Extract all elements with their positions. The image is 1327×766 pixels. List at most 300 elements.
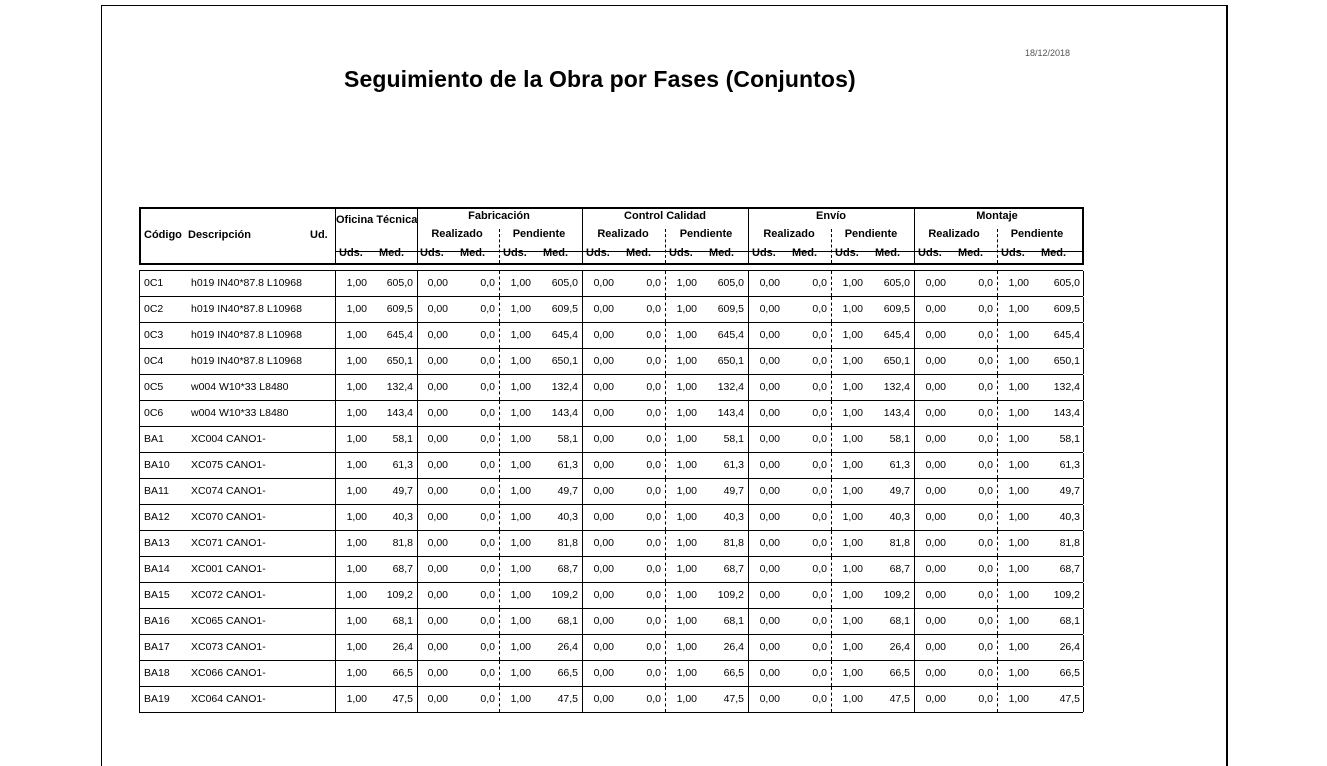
row-med: 650,1 [386, 355, 413, 367]
row-description: XC066 CANO1- [191, 667, 266, 679]
row-med: 645,4 [386, 329, 413, 341]
table-row [139, 348, 1083, 374]
row-realizado-med: 0,0 [978, 459, 993, 471]
row-med: 66,5 [723, 667, 744, 679]
table-row [139, 270, 1083, 296]
header-med: Med. [626, 247, 652, 259]
row-realizado-med: 0,0 [978, 667, 993, 679]
row-realizado-med: 0,0 [480, 589, 495, 601]
row-realizado-uds: 0,00 [427, 433, 448, 445]
row-description: h019 IN40*87.8 L10968 [191, 303, 302, 315]
row-realizado-med: 0,0 [812, 563, 827, 575]
table-row [139, 530, 1083, 556]
row-realizado-med: 0,0 [480, 381, 495, 393]
row-med: 81,8 [723, 537, 744, 549]
row-med: 650,1 [1053, 355, 1080, 367]
row-med: 47,5 [1059, 693, 1080, 705]
row-med: 609,5 [386, 303, 413, 315]
row-realizado-uds: 0,00 [925, 667, 946, 679]
row-realizado-med: 0,0 [646, 407, 661, 419]
row-med: 605,0 [1053, 277, 1080, 289]
row-realizado-med: 0,0 [646, 641, 661, 653]
row-realizado-uds: 0,00 [925, 459, 946, 471]
row-uds: 1,00 [346, 381, 367, 393]
row-med: 109,2 [1053, 589, 1080, 601]
row-realizado-med: 0,0 [480, 329, 495, 341]
row-uds: 1,00 [1008, 355, 1029, 367]
row-realizado-uds: 0,00 [593, 511, 614, 523]
row-uds: 1,00 [510, 511, 531, 523]
header-realizado: Realizado [431, 228, 483, 240]
row-med: 143,4 [883, 407, 910, 419]
row-uds: 1,00 [510, 459, 531, 471]
row-realizado-uds: 0,00 [925, 537, 946, 549]
row-realizado-uds: 0,00 [925, 563, 946, 575]
row-code: BA11 [144, 485, 169, 497]
row-code: BA10 [144, 459, 170, 471]
row-uds: 1,00 [676, 667, 697, 679]
row-uds: 1,00 [842, 563, 863, 575]
row-realizado-med: 0,0 [480, 563, 495, 575]
row-med: 58,1 [1059, 433, 1080, 445]
row-med: 609,5 [551, 303, 578, 315]
header-uds: Uds. [835, 247, 859, 259]
row-realizado-med: 0,0 [812, 511, 827, 523]
table-row [139, 634, 1083, 660]
row-med: 81,8 [557, 537, 578, 549]
row-uds: 1,00 [346, 511, 367, 523]
row-uds: 1,00 [510, 693, 531, 705]
header-pendiente: Pendiente [1010, 228, 1064, 240]
row-realizado-med: 0,0 [812, 381, 827, 393]
row-realizado-uds: 0,00 [759, 563, 780, 575]
row-med: 58,1 [392, 433, 413, 445]
row-realizado-med: 0,0 [812, 277, 827, 289]
row-realizado-med: 0,0 [978, 303, 993, 315]
header-uds: Uds. [752, 247, 776, 259]
row-description: XC004 CANO1- [191, 433, 266, 445]
row-med: 609,5 [1053, 303, 1080, 315]
row-realizado-uds: 0,00 [925, 693, 946, 705]
row-code: 0C4 [144, 355, 164, 367]
row-uds: 1,00 [510, 641, 531, 653]
row-realizado-uds: 0,00 [427, 485, 448, 497]
row-realizado-uds: 0,00 [593, 459, 614, 471]
table-row [139, 400, 1083, 426]
row-uds: 1,00 [510, 537, 531, 549]
row-realizado-uds: 0,00 [427, 563, 448, 575]
row-med: 109,2 [551, 589, 578, 601]
row-uds: 1,00 [346, 641, 367, 653]
row-description: XC073 CANO1- [191, 641, 266, 653]
row-uds: 1,00 [842, 511, 863, 523]
row-realizado-med: 0,0 [812, 459, 827, 471]
row-realizado-med: 0,0 [646, 381, 661, 393]
row-realizado-uds: 0,00 [925, 407, 946, 419]
row-uds: 1,00 [510, 355, 531, 367]
row-realizado-med: 0,0 [812, 407, 827, 419]
row-realizado-med: 0,0 [480, 303, 495, 315]
row-realizado-med: 0,0 [646, 511, 661, 523]
row-realizado-med: 0,0 [812, 355, 827, 367]
row-realizado-med: 0,0 [646, 329, 661, 341]
row-med: 49,7 [392, 485, 413, 497]
row-realizado-uds: 0,00 [759, 485, 780, 497]
row-med: 58,1 [723, 433, 744, 445]
row-med: 40,3 [889, 511, 910, 523]
row-med: 66,5 [1059, 667, 1080, 679]
row-uds: 1,00 [842, 277, 863, 289]
row-uds: 1,00 [510, 381, 531, 393]
row-description: XC072 CANO1- [191, 589, 266, 601]
row-med: 68,1 [392, 615, 413, 627]
header-pendiente: Pendiente [679, 228, 733, 240]
row-realizado-uds: 0,00 [759, 303, 780, 315]
header-descripcion: Descripción [188, 229, 251, 241]
row-realizado-med: 0,0 [812, 485, 827, 497]
row-med: 68,7 [889, 563, 910, 575]
header-med: Med. [543, 247, 569, 259]
row-realizado-uds: 0,00 [427, 381, 448, 393]
row-med: 26,4 [723, 641, 744, 653]
row-med: 605,0 [386, 277, 413, 289]
row-description: h019 IN40*87.8 L10968 [191, 355, 302, 367]
row-med: 47,5 [889, 693, 910, 705]
row-code: BA12 [144, 511, 170, 523]
row-uds: 1,00 [842, 303, 863, 315]
row-med: 81,8 [1059, 537, 1080, 549]
row-realizado-med: 0,0 [480, 407, 495, 419]
row-med: 61,3 [557, 459, 578, 471]
row-realizado-med: 0,0 [812, 641, 827, 653]
row-uds: 1,00 [1008, 381, 1029, 393]
row-uds: 1,00 [1008, 511, 1029, 523]
row-uds: 1,00 [346, 667, 367, 679]
row-realizado-uds: 0,00 [925, 641, 946, 653]
row-realizado-uds: 0,00 [427, 537, 448, 549]
row-uds: 1,00 [676, 615, 697, 627]
row-realizado-med: 0,0 [978, 693, 993, 705]
row-realizado-uds: 0,00 [925, 381, 946, 393]
row-code: 0C6 [144, 407, 164, 419]
row-realizado-med: 0,0 [646, 563, 661, 575]
row-code: 0C2 [144, 303, 164, 315]
row-uds: 1,00 [1008, 433, 1029, 445]
header-med: Med. [958, 247, 984, 259]
row-uds: 1,00 [510, 485, 531, 497]
row-code: 0C3 [144, 329, 164, 341]
header-uds: Uds. [918, 247, 942, 259]
table-row [139, 582, 1083, 608]
row-realizado-uds: 0,00 [427, 277, 448, 289]
header-fabricacion: Fabricación [468, 210, 530, 222]
row-realizado-med: 0,0 [978, 615, 993, 627]
row-med: 49,7 [723, 485, 744, 497]
row-realizado-med: 0,0 [480, 641, 495, 653]
row-code: BA1 [144, 433, 164, 445]
table-row [139, 478, 1083, 504]
row-uds: 1,00 [842, 615, 863, 627]
row-realizado-uds: 0,00 [759, 329, 780, 341]
table-row [139, 686, 1083, 713]
row-description: XC074 CANO1- [191, 485, 266, 497]
row-uds: 1,00 [676, 511, 697, 523]
header-control: Control Calidad [624, 210, 706, 222]
row-realizado-med: 0,0 [978, 563, 993, 575]
row-realizado-med: 0,0 [646, 303, 661, 315]
row-uds: 1,00 [1008, 303, 1029, 315]
row-uds: 1,00 [510, 589, 531, 601]
row-realizado-uds: 0,00 [593, 615, 614, 627]
row-code: BA16 [144, 615, 170, 627]
row-uds: 1,00 [842, 381, 863, 393]
row-realizado-uds: 0,00 [759, 355, 780, 367]
row-med: 26,4 [392, 641, 413, 653]
row-realizado-med: 0,0 [646, 615, 661, 627]
table-row [139, 556, 1083, 582]
row-uds: 1,00 [346, 537, 367, 549]
row-uds: 1,00 [1008, 407, 1029, 419]
row-realizado-uds: 0,00 [925, 511, 946, 523]
row-uds: 1,00 [676, 329, 697, 341]
row-med: 650,1 [717, 355, 744, 367]
table-row [139, 608, 1083, 634]
row-med: 40,3 [392, 511, 413, 523]
row-med: 645,4 [1053, 329, 1080, 341]
row-realizado-med: 0,0 [978, 329, 993, 341]
row-realizado-uds: 0,00 [427, 589, 448, 601]
row-uds: 1,00 [676, 459, 697, 471]
row-med: 66,5 [889, 667, 910, 679]
row-uds: 1,00 [1008, 485, 1029, 497]
row-uds: 1,00 [1008, 537, 1029, 549]
row-realizado-uds: 0,00 [925, 615, 946, 627]
row-med: 132,4 [883, 381, 910, 393]
row-uds: 1,00 [676, 485, 697, 497]
row-realizado-med: 0,0 [646, 459, 661, 471]
row-uds: 1,00 [1008, 329, 1029, 341]
row-realizado-uds: 0,00 [759, 511, 780, 523]
row-med: 143,4 [551, 407, 578, 419]
row-uds: 1,00 [842, 329, 863, 341]
table-row [139, 426, 1083, 452]
row-realizado-med: 0,0 [978, 589, 993, 601]
row-realizado-uds: 0,00 [925, 329, 946, 341]
row-description: XC065 CANO1- [191, 615, 266, 627]
row-realizado-uds: 0,00 [925, 303, 946, 315]
row-realizado-uds: 0,00 [593, 589, 614, 601]
row-realizado-uds: 0,00 [593, 485, 614, 497]
row-med: 68,1 [1059, 615, 1080, 627]
row-uds: 1,00 [676, 641, 697, 653]
row-realizado-uds: 0,00 [925, 485, 946, 497]
row-uds: 1,00 [1008, 667, 1029, 679]
row-realizado-uds: 0,00 [593, 303, 614, 315]
row-uds: 1,00 [1008, 277, 1029, 289]
row-uds: 1,00 [346, 277, 367, 289]
row-med: 40,3 [1059, 511, 1080, 523]
row-uds: 1,00 [346, 433, 367, 445]
header-montaje: Montaje [976, 210, 1018, 222]
row-med: 49,7 [1059, 485, 1080, 497]
row-uds: 1,00 [842, 641, 863, 653]
row-code: BA13 [144, 537, 170, 549]
row-realizado-med: 0,0 [978, 407, 993, 419]
row-med: 609,5 [883, 303, 910, 315]
row-code: BA15 [144, 589, 170, 601]
table-row [139, 660, 1083, 686]
row-realizado-med: 0,0 [978, 511, 993, 523]
row-uds: 1,00 [842, 407, 863, 419]
row-med: 109,2 [386, 589, 413, 601]
row-realizado-med: 0,0 [646, 693, 661, 705]
header-med: Med. [875, 247, 901, 259]
row-uds: 1,00 [1008, 589, 1029, 601]
row-realizado-med: 0,0 [978, 485, 993, 497]
row-description: XC071 CANO1- [191, 537, 266, 549]
row-uds: 1,00 [1008, 641, 1029, 653]
row-uds: 1,00 [510, 303, 531, 315]
row-med: 61,3 [889, 459, 910, 471]
row-realizado-uds: 0,00 [925, 589, 946, 601]
row-uds: 1,00 [346, 355, 367, 367]
row-uds: 1,00 [346, 589, 367, 601]
row-uds: 1,00 [676, 303, 697, 315]
row-uds: 1,00 [346, 459, 367, 471]
row-realizado-med: 0,0 [978, 433, 993, 445]
row-realizado-uds: 0,00 [593, 563, 614, 575]
row-uds: 1,00 [676, 563, 697, 575]
row-uds: 1,00 [676, 381, 697, 393]
row-med: 143,4 [1053, 407, 1080, 419]
row-med: 68,1 [723, 615, 744, 627]
row-med: 61,3 [1059, 459, 1080, 471]
row-med: 132,4 [386, 381, 413, 393]
row-uds: 1,00 [842, 667, 863, 679]
row-realizado-uds: 0,00 [925, 433, 946, 445]
row-realizado-med: 0,0 [812, 615, 827, 627]
row-realizado-uds: 0,00 [427, 641, 448, 653]
header-med: Med. [792, 247, 818, 259]
row-uds: 1,00 [1008, 693, 1029, 705]
row-med: 68,7 [1059, 563, 1080, 575]
row-med: 26,4 [557, 641, 578, 653]
row-realizado-med: 0,0 [646, 667, 661, 679]
row-uds: 1,00 [346, 615, 367, 627]
row-uds: 1,00 [1008, 615, 1029, 627]
table-body [139, 270, 1083, 713]
row-uds: 1,00 [346, 693, 367, 705]
row-realizado-uds: 0,00 [427, 693, 448, 705]
row-med: 645,4 [551, 329, 578, 341]
row-realizado-med: 0,0 [646, 277, 661, 289]
row-realizado-med: 0,0 [812, 433, 827, 445]
header-ud: Ud. [310, 229, 328, 241]
row-realizado-med: 0,0 [480, 511, 495, 523]
row-uds: 1,00 [510, 329, 531, 341]
row-med: 109,2 [883, 589, 910, 601]
header-realizado: Realizado [597, 228, 649, 240]
row-med: 47,5 [723, 693, 744, 705]
row-med: 66,5 [557, 667, 578, 679]
row-realizado-med: 0,0 [812, 537, 827, 549]
row-med: 132,4 [717, 381, 744, 393]
row-uds: 1,00 [842, 537, 863, 549]
row-realizado-med: 0,0 [480, 537, 495, 549]
row-uds: 1,00 [676, 407, 697, 419]
row-code: 0C5 [144, 381, 164, 393]
header-pendiente: Pendiente [844, 228, 898, 240]
header-pendiente: Pendiente [512, 228, 566, 240]
row-med: 68,7 [392, 563, 413, 575]
row-realizado-uds: 0,00 [759, 407, 780, 419]
table-row [139, 452, 1083, 478]
row-med: 143,4 [717, 407, 744, 419]
row-code: BA17 [144, 641, 170, 653]
row-realizado-med: 0,0 [978, 381, 993, 393]
row-uds: 1,00 [842, 355, 863, 367]
row-uds: 1,00 [842, 485, 863, 497]
row-uds: 1,00 [842, 433, 863, 445]
row-realizado-uds: 0,00 [427, 511, 448, 523]
header-med: Med. [1041, 247, 1067, 259]
table-header [139, 207, 1084, 265]
row-uds: 1,00 [510, 615, 531, 627]
row-med: 47,5 [557, 693, 578, 705]
row-med: 81,8 [392, 537, 413, 549]
table-row [139, 504, 1083, 530]
row-realizado-uds: 0,00 [593, 537, 614, 549]
row-med: 49,7 [889, 485, 910, 497]
row-med: 40,3 [557, 511, 578, 523]
row-realizado-med: 0,0 [978, 277, 993, 289]
header-uds: Uds. [339, 247, 363, 259]
header-oficina: Oficina Técnica [336, 214, 418, 226]
row-realizado-uds: 0,00 [759, 537, 780, 549]
row-realizado-med: 0,0 [480, 615, 495, 627]
row-uds: 1,00 [346, 407, 367, 419]
row-uds: 1,00 [510, 407, 531, 419]
row-uds: 1,00 [676, 277, 697, 289]
row-med: 650,1 [883, 355, 910, 367]
row-realizado-uds: 0,00 [427, 329, 448, 341]
row-realizado-uds: 0,00 [427, 459, 448, 471]
row-realizado-med: 0,0 [978, 355, 993, 367]
row-code: BA14 [144, 563, 170, 575]
report-title: Seguimiento de la Obra por Fases (Conjuntos) [344, 66, 856, 92]
row-uds: 1,00 [346, 485, 367, 497]
row-realizado-uds: 0,00 [593, 277, 614, 289]
row-uds: 1,00 [346, 303, 367, 315]
row-uds: 1,00 [346, 563, 367, 575]
row-realizado-med: 0,0 [480, 485, 495, 497]
header-uds: Uds. [1001, 247, 1025, 259]
row-realizado-uds: 0,00 [427, 615, 448, 627]
row-realizado-med: 0,0 [646, 433, 661, 445]
header-codigo: Código [144, 229, 182, 241]
row-med: 61,3 [392, 459, 413, 471]
row-realizado-uds: 0,00 [427, 355, 448, 367]
row-description: XC070 CANO1- [191, 511, 266, 523]
row-uds: 1,00 [842, 459, 863, 471]
row-realizado-uds: 0,00 [427, 407, 448, 419]
report-date: 18/12/2018 [1025, 48, 1071, 58]
header-med: Med. [379, 247, 405, 259]
row-uds: 1,00 [510, 563, 531, 575]
row-description: h019 IN40*87.8 L10968 [191, 329, 302, 341]
row-uds: 1,00 [676, 537, 697, 549]
header-med: Med. [460, 247, 486, 259]
